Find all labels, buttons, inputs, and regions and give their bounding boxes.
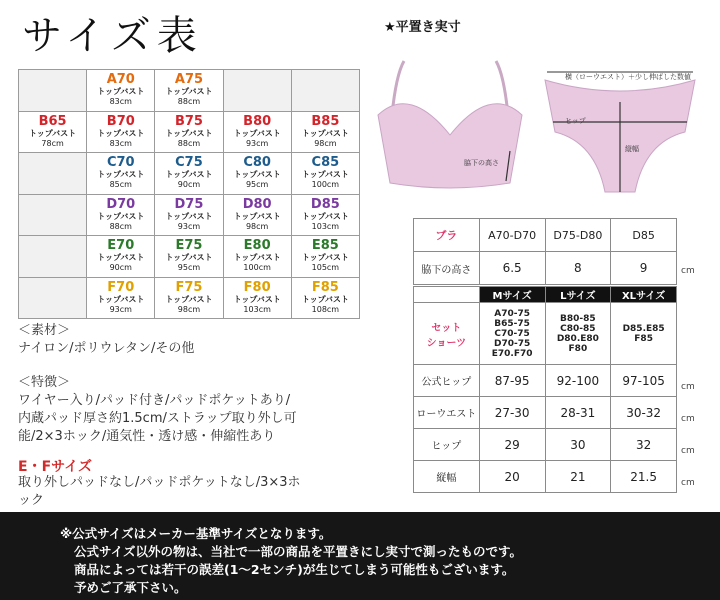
top-bust-value: 88cm [109,221,132,231]
bra-value: 6.5 [479,252,545,285]
size-code: B80 [243,113,272,129]
size-code: E80 [243,238,271,254]
ef-size-line: 取り外しパッドなし/パッドポケットなし/3×3ホ [18,475,301,490]
ef-size-section [18,474,408,510]
size-grid-cell [291,111,359,153]
shorts-header: Lサイズ [545,287,611,303]
top-bust-value: 100cm [243,263,271,273]
shorts-value: 30-32 [611,397,677,429]
size-grid-cell [223,111,291,153]
size-code: D75 [174,196,204,212]
shorts-row [414,397,677,429]
shorts-size-table [413,286,677,493]
features-section [18,374,408,446]
top-bust-label: トップバスト [97,87,145,97]
size-grid-cell [155,236,223,278]
set-size-entry: C70-75 [494,328,530,339]
bra-header: A70-D70 [479,219,545,252]
top-bust-label: トップバスト [165,294,213,304]
size-code: F85 [311,279,339,295]
flat-measurement-note: ★平置き実寸 [384,20,461,35]
size-code: E75 [175,238,203,254]
size-grid-cell [87,111,155,153]
shorts-value: 87-95 [479,365,545,397]
shorts-diagram [535,62,705,202]
materials-text: ナイロン/ポリウレタン/その他 [18,341,195,356]
top-bust-value: 83cm [109,138,132,148]
size-grid-cell [223,194,291,236]
size-grid-cell [87,277,155,319]
top-bust-value: 95cm [245,180,269,190]
shorts-value: 27-30 [479,397,545,429]
size-grid-empty-cell [19,153,87,195]
set-size-entry: D70-75 [493,338,531,349]
top-bust-value: 90cm [109,263,132,273]
materials-section [18,322,408,358]
shorts-row [414,429,677,461]
set-sizes-xl [611,303,677,365]
size-grid-empty-cell [19,236,87,278]
top-bust-value: 108cm [311,304,340,314]
shorts-row-label: 公式ヒップ [414,365,480,397]
set-size-entry: C80-85 [560,323,596,334]
size-grid-empty-cell [223,70,291,112]
ef-size-heading: E・Fサイズ [18,459,93,475]
size-grid-row [19,236,360,278]
size-code: E70 [107,238,135,254]
bra-row-label: 脇下の高さ [414,252,480,285]
shorts-row-label: ローウエスト [414,397,480,429]
top-bust-label: トップバスト [29,128,77,138]
shorts-row [414,365,677,397]
top-bust-value: 105cm [311,263,340,273]
set-size-entry: B65-75 [494,318,530,329]
set-size-entry: F85 [634,333,653,344]
footer-notice [0,512,720,600]
top-bust-value: 78cm [41,138,64,148]
footer-line: ※公式サイズはメーカー基準サイズとなります。 [60,526,332,541]
top-bust-value: 93cm [109,304,132,314]
set-size-entry: D80.E80 [556,333,599,344]
top-bust-label: トップバスト [301,128,349,138]
shorts-row [414,461,677,493]
bra-diagram [370,55,530,205]
shorts-header: Mサイズ [479,287,545,303]
features-line: ワイヤー入り/パッド付き/パッドポケットあり/ [18,393,291,408]
top-bust-label: トップバスト [301,211,349,221]
features-line: 内蔵パッド厚さ約1.5cm/ストラップ取り外し可 [18,411,297,426]
materials-heading: ＜素材＞ [18,323,71,338]
size-grid-empty-cell [19,277,87,319]
size-grid-cell [155,70,223,112]
top-bust-label: トップバスト [301,253,349,263]
top-bust-value: 90cm [177,180,201,190]
shorts-unit: cm [681,382,695,392]
set-size-entry: F80 [568,343,588,354]
set-size-entry: E70.F70 [491,348,533,359]
size-grid-cell [223,277,291,319]
size-grid-cell [87,236,155,278]
features-heading: ＜特徴＞ [18,375,71,390]
features-line: 能/2×3ホック/通気性・透け感・伸縮性あり [18,429,276,444]
set-size-entry: B80-85 [560,313,596,324]
size-code: C80 [243,155,271,171]
set-label: セット [431,322,462,334]
size-grid-cell [87,70,155,112]
size-code: B65 [38,113,67,129]
top-bust-label: トップバスト [301,294,349,304]
shorts-value: 21.5 [611,461,677,493]
size-code: C70 [106,155,135,171]
size-grid-cell [291,236,359,278]
shorts-label: ショーツ [426,337,467,349]
size-code: C85 [311,155,340,171]
bra-size-table [413,218,677,285]
size-code: B75 [174,113,203,129]
footer-line: 予めご了承下さい。 [74,580,187,595]
top-bust-value: 83cm [109,97,132,107]
top-bust-value: 85cm [109,180,132,190]
size-grid-empty-cell [19,194,87,236]
top-bust-value: 98cm [245,221,269,231]
top-bust-value: 100cm [311,180,340,190]
bra-header: D75-D80 [545,219,611,252]
size-grid-cell [291,194,359,236]
top-bust-label: トップバスト [97,294,145,304]
shorts-row-label: 縦幅 [414,461,480,493]
size-grid-row [19,153,360,195]
top-bust-label: トップバスト [97,211,145,221]
footer-line: 商品によっては若干の誤差(1～2センチ)が生じてしまう可能性もございます。 [74,562,515,577]
top-bust-value: 98cm [177,304,201,314]
size-code: D70 [106,196,136,212]
shorts-unit: cm [681,478,695,488]
top-bust-label: トップバスト [165,170,213,180]
size-code: B85 [311,113,340,129]
size-grid-cell [155,111,223,153]
shorts-value: 28-31 [545,397,611,429]
shorts-header: XLサイズ [611,287,677,303]
size-code: F75 [175,279,203,295]
hip-label: ヒップ [565,117,586,125]
top-bust-value: 93cm [177,221,201,231]
page-title: サイズ表 [22,13,203,59]
size-code: E85 [311,238,339,254]
bra-header: D85 [611,219,677,252]
set-size-entry: A70-75 [494,308,530,319]
top-bust-label: トップバスト [165,211,213,221]
size-code: A70 [106,72,135,88]
size-grid-cell [223,153,291,195]
shorts-unit: cm [681,446,695,456]
shorts-row-label: ヒップ [414,429,480,461]
shorts-value: 30 [545,429,611,461]
bra-value: 9 [611,252,677,285]
top-bust-label: トップバスト [233,128,281,138]
size-grid-cell [19,111,87,153]
waist-note-label: 横（ローウエスト）＋少し伸ばした数値 [565,73,691,81]
bra-label: ブラ [414,219,480,252]
top-bust-label: トップバスト [301,170,349,180]
size-grid-row [19,194,360,236]
bra-body [378,104,522,188]
bra-value: 8 [545,252,611,285]
size-code: D80 [242,196,272,212]
size-grid-cell [291,277,359,319]
shorts-value: 21 [545,461,611,493]
set-sizes-m [479,303,545,365]
size-code: C75 [175,155,203,171]
top-bust-label: トップバスト [165,253,213,263]
size-code: D85 [310,196,340,212]
size-grid-empty-cell [291,70,359,112]
shorts-value: 29 [479,429,545,461]
top-bust-label: トップバスト [97,128,145,138]
top-bust-label: トップバスト [233,253,281,263]
size-grid [18,69,360,319]
shorts-value: 97-105 [611,365,677,397]
shorts-unit: cm [681,414,695,424]
top-bust-value: 98cm [314,138,337,148]
top-bust-value: 88cm [177,138,201,148]
shorts-value: 20 [479,461,545,493]
top-bust-label: トップバスト [233,170,281,180]
shorts-value: 92-100 [545,365,611,397]
top-bust-label: トップバスト [165,87,213,97]
size-grid-row [19,70,360,112]
bra-unit: cm [681,266,695,276]
top-bust-label: トップバスト [97,170,145,180]
size-code: A75 [174,72,204,88]
footer-line: 公式サイズ以外の物は、当社で一部の商品を平置きにし実寸で測ったものです。 [74,544,523,559]
top-bust-value: 95cm [177,263,201,273]
size-code: F80 [243,279,271,295]
size-grid-cell [87,153,155,195]
top-bust-label: トップバスト [233,294,281,304]
top-bust-value: 93cm [245,138,269,148]
shorts-value: 32 [611,429,677,461]
top-bust-value: 88cm [177,97,201,107]
size-grid-cell [155,277,223,319]
top-bust-value: 103cm [243,304,271,314]
size-grid-row [19,111,360,153]
set-shorts-label [414,303,480,365]
underarm-height-label: 脇下の高さ [464,159,499,167]
size-grid-cell [291,153,359,195]
size-code: B70 [106,113,135,129]
set-sizes-l [545,303,611,365]
size-grid-cell [223,236,291,278]
top-bust-label: トップバスト [97,253,145,263]
set-size-entry: D85.E85 [622,323,665,334]
size-code: F70 [107,279,135,295]
size-grid-cell [87,194,155,236]
size-grid-cell [155,194,223,236]
shorts-header-blank [414,287,480,303]
top-bust-label: トップバスト [233,211,281,221]
top-bust-value: 103cm [311,221,340,231]
size-grid-row [19,277,360,319]
ef-size-line: ック [18,493,45,508]
top-bust-label: トップバスト [165,128,213,138]
size-grid-cell [155,153,223,195]
size-grid-empty-cell [19,70,87,112]
length-label: 縦幅 [625,145,639,153]
